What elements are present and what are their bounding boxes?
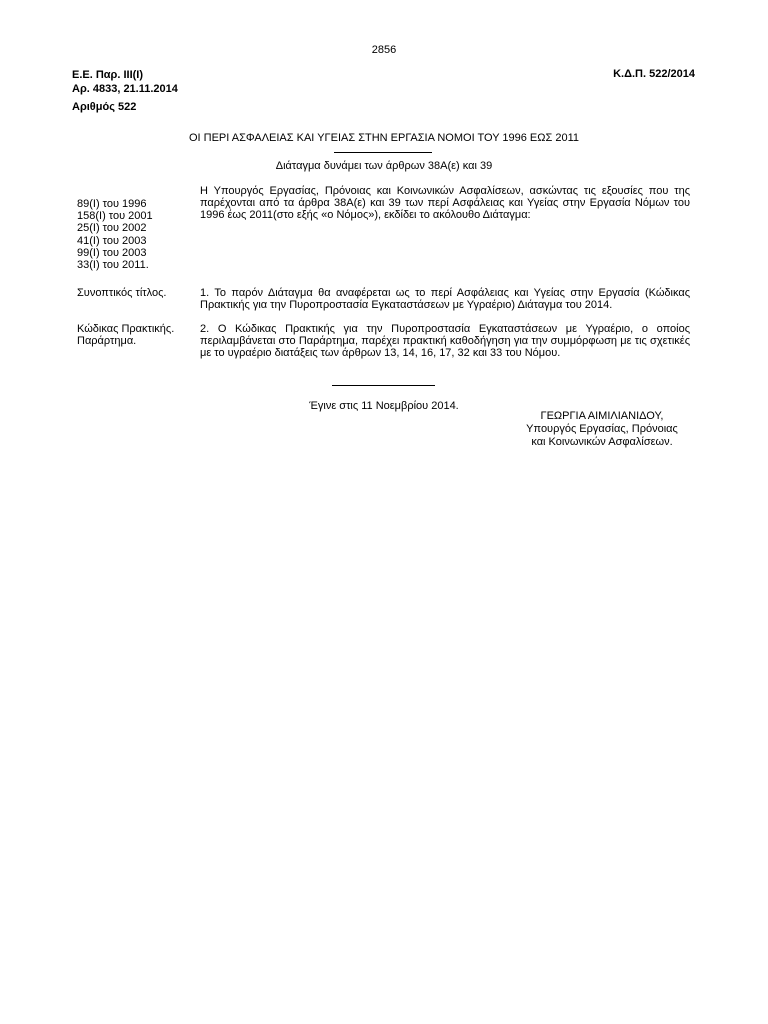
law-reference: 33(Ι) του 2011. [77, 259, 149, 272]
gazette-part: Ε.Ε. Παρ. ΙΙΙ(Ι) [72, 69, 144, 81]
title-divider [334, 152, 432, 153]
closing-divider [332, 385, 435, 386]
marginal-note: Κώδικας Πρακτικής. [77, 323, 175, 335]
page-number: 2856 [371, 44, 397, 56]
marginal-note-code-practice [77, 323, 174, 347]
signature-block [512, 410, 692, 449]
section-1-paragraph: 1. Το παρόν Διάταγμα θα αναφέρεται ως το περί Ασφάλειας και Υγείας στην Εργασία (Κώδικας Πρακτικής για την Πυροπροστασία Εγκαταστάσεων με Υγραέριο) Διάταγμα του 2014. [200, 287, 690, 312]
law-reference: 99(Ι) του 2003 [77, 246, 147, 259]
document-subtitle: Διάταγμα δυνάμει των άρθρων 38Α(ε) και 39 [275, 160, 493, 172]
gazette-reference [72, 68, 178, 96]
regulation-code: Κ.Δ.Π. 522/2014 [613, 68, 695, 80]
law-reference: 158(Ι) του 2001 [77, 210, 153, 223]
signatory-name: ΓΕΩΡΓΙΑ ΑΙΜΙΛΙΑΝΙΔΟΥ, [540, 410, 664, 422]
law-reference: 25(Ι) του 2002 [77, 222, 147, 235]
preamble-paragraph: Η Υπουργός Εργασίας, Πρόνοιας και Κοινωνικών Ασφαλίσεων, ασκώντας τις εξουσίες που της παρέχονται από τα άρθρα 38Α(ε) και 39 των περί Ασφάλειας και Υγείας στην Εργασία Νόμων του 1996 έως 2011(στο εξής «ο Νόμος»), εκδίδει το ακόλουθο Διάταγμα: [200, 185, 690, 222]
signatory-title: Υπουργός Εργασίας, Πρόνοιας [526, 423, 678, 435]
law-reference: 89(Ι) του 1996 [77, 198, 147, 210]
issue-date-line: Έγινε στις 11 Νοεμβρίου 2014. [309, 400, 459, 412]
section-2-paragraph: 2. Ο Κώδικας Πρακτικής για την Πυροπροστασία Εγκαταστάσεων με Υγραέριο, ο οποίος περιλαμβάνεται στο Παράρτημα, παρέχει πρακτική καθοδήγηση για την συμμόρφωση με τις σχετικές με το υγραέριο διατάξεις των άρθρων 13, 14, 16, 17, 32 και 33 του Νόμου. [200, 323, 690, 360]
marginal-note: Παράρτημα. [77, 335, 137, 348]
document-title: ΟΙ ΠΕΡΙ ΑΣΦΑΛΕΙΑΣ ΚΑΙ ΥΓΕΙΑΣ ΣΤΗΝ ΕΡΓΑΣΙΑ ΝΟΜΟΙ ΤΟΥ 1996 ΕΩΣ 2011 [188, 132, 580, 144]
law-reference: 41(Ι) του 2003 [77, 234, 147, 247]
marginal-note: Συνοπτικός τίτλος. [77, 287, 167, 299]
gazette-issue: Αρ. 4833, 21.11.2014 [72, 83, 178, 95]
signatory-title: και Κοινωνικών Ασφαλίσεων. [531, 436, 673, 448]
regulation-number: Αριθμός 522 [72, 101, 137, 113]
law-references [77, 198, 153, 271]
marginal-note-short-title [77, 287, 166, 299]
